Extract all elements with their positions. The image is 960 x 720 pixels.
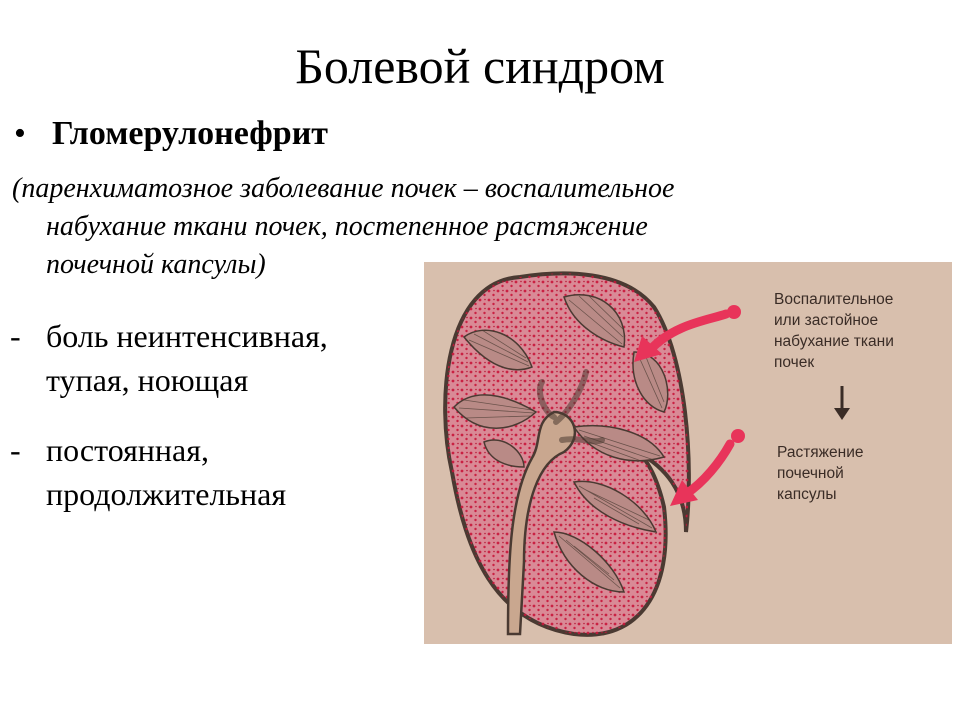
bullet-marker: • [14, 115, 26, 152]
bullet-glomerulonephritis [14, 112, 328, 156]
kidney-illustration [424, 262, 952, 644]
symptom-line: тупая, ноющая [46, 362, 249, 398]
dash-marker: - [10, 432, 21, 468]
figure-label-line: почечной [777, 465, 844, 482]
note-line: почечной капсулы) [46, 249, 266, 280]
figure-label-line: Растяжение [777, 444, 864, 461]
down-arrow-icon [834, 386, 850, 420]
note-line: набухание ткани почек, постепенное растяжение [46, 211, 648, 242]
bullet-heading: Гломерулонефрит [52, 115, 328, 152]
figure-label-bottom [777, 444, 868, 503]
symptom-item [10, 428, 286, 516]
figure-label-line: или застойное [774, 312, 879, 329]
kidney-diagram [424, 262, 952, 644]
note-line: (паренхиматозное заболевание почек – воспалительное [12, 173, 675, 204]
figure-label-line: Воспалительное [774, 291, 894, 308]
dash-marker: - [10, 318, 21, 354]
figure-label-top [774, 291, 898, 371]
slide-title: Болевой синдром [295, 38, 665, 94]
symptom-line: продолжительная [46, 476, 287, 512]
symptom-line: боль неинтенсивная, [46, 318, 328, 354]
figure-label-line: почек [774, 354, 815, 371]
symptom-item [10, 314, 328, 402]
symptom-line: постоянная, [46, 432, 209, 468]
figure-label-line: капсулы [777, 486, 837, 503]
figure-label-line: набухание ткани [774, 333, 894, 350]
